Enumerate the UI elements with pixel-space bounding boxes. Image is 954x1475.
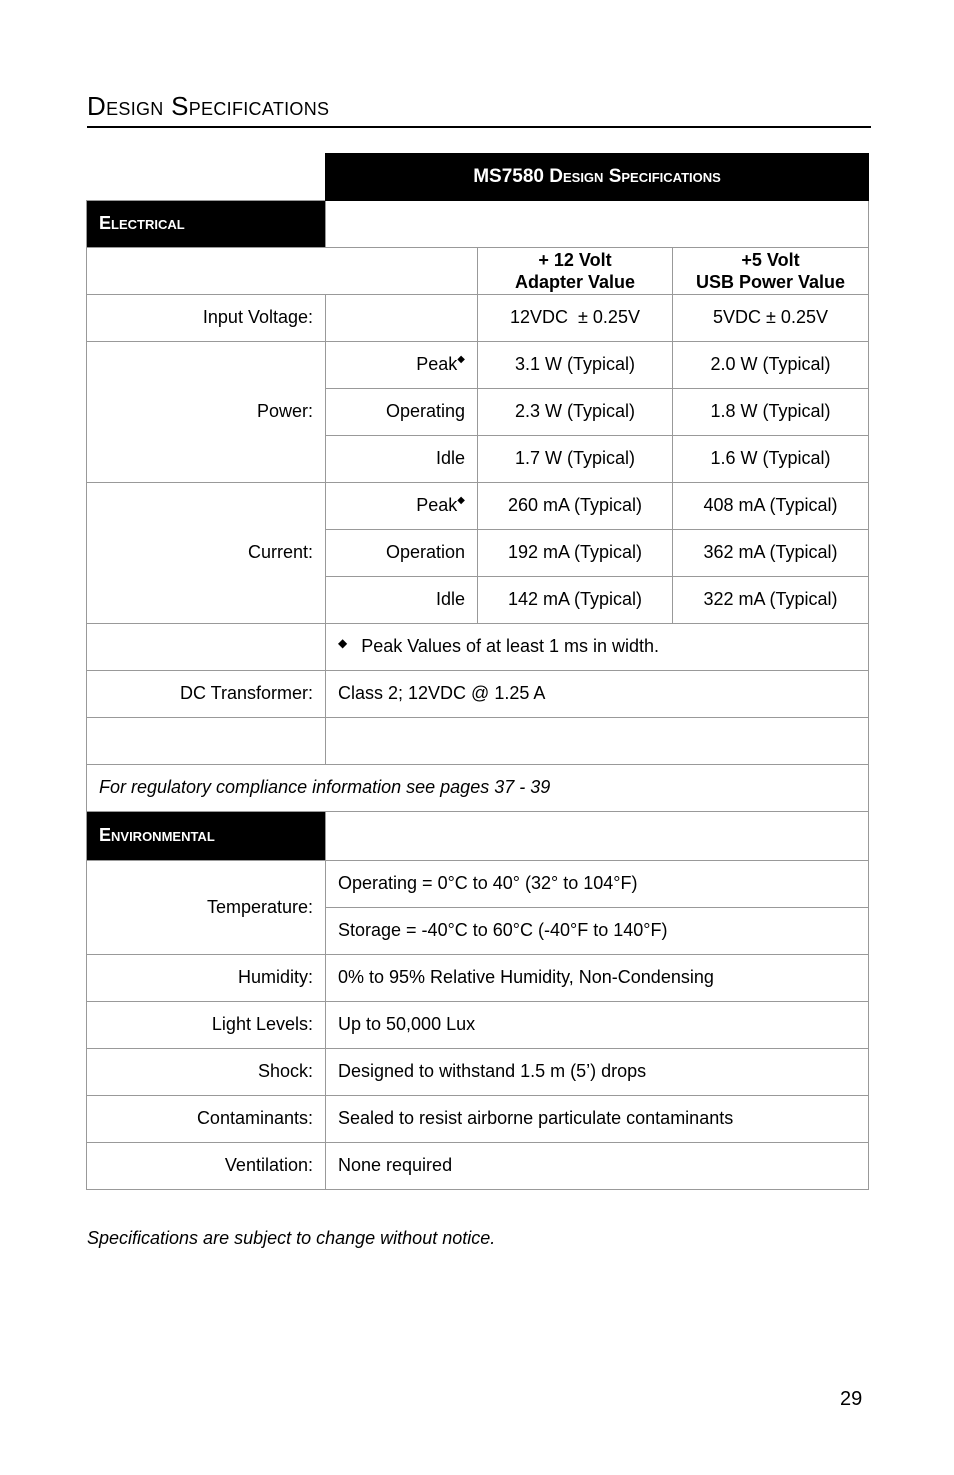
- column-header-12v-line1: + 12 Volt: [538, 249, 612, 270]
- table-row: [87, 1001, 869, 1048]
- dc-transformer-label: DC Transformer:: [87, 670, 326, 717]
- table-row: [87, 764, 869, 811]
- empty-cell: [326, 811, 869, 860]
- peak-note: [326, 623, 869, 670]
- table-row: [87, 1142, 869, 1189]
- current-operation-label: Operation: [326, 529, 478, 576]
- table-title: [326, 154, 869, 201]
- empty-cell: [87, 717, 326, 764]
- table-row: [87, 670, 869, 717]
- power-idle-label: Idle: [326, 435, 478, 482]
- temperature-storage: Storage = -40°C to 60°C (-40°F to 140°F): [326, 907, 869, 954]
- table-row: [87, 860, 869, 907]
- power-operating-12v: 2.3 W (Typical): [478, 388, 673, 435]
- diamond-marker: ◆: [457, 495, 465, 506]
- empty-cell: [326, 200, 869, 247]
- diamond-marker: ◆: [338, 636, 348, 650]
- current-peak-5v: 408 mA (Typical): [673, 482, 869, 529]
- table-row: [87, 954, 869, 1001]
- specifications-table: [86, 153, 869, 1190]
- humidity-value: 0% to 95% Relative Humidity, Non-Condensing: [326, 954, 869, 1001]
- ventilation-label: Ventilation:: [87, 1142, 326, 1189]
- table-row: [87, 717, 869, 764]
- power-operating-5v: 1.8 W (Typical): [673, 388, 869, 435]
- current-label: Current:: [87, 482, 326, 623]
- power-peak-5v: 2.0 W (Typical): [673, 341, 869, 388]
- input-voltage-12v: 12VDC ± 0.25V: [478, 294, 673, 341]
- table-row: [87, 1095, 869, 1142]
- diamond-marker: ◆: [457, 354, 465, 365]
- table-row: [87, 1048, 869, 1095]
- column-header-5v: [673, 247, 869, 294]
- column-header-5v-line1: +5 Volt: [741, 249, 800, 270]
- environmental-section-heading: Environmental: [87, 811, 326, 860]
- table-title-model: MS7580: [473, 165, 544, 187]
- current-idle-12v: 142 mA (Typical): [478, 576, 673, 623]
- input-voltage-5v: 5VDC ± 0.25V: [673, 294, 869, 341]
- current-operation-5v: 362 mA (Typical): [673, 529, 869, 576]
- column-header-5v-line2: USB Power Value: [695, 271, 846, 292]
- power-idle-12v: 1.7 W (Typical): [478, 435, 673, 482]
- electrical-section-heading: Electrical: [87, 200, 326, 247]
- dc-transformer-value: Class 2; 12VDC @ 1.25 A: [326, 670, 869, 717]
- contaminants-label: Contaminants:: [87, 1095, 326, 1142]
- page-number: 29: [840, 1388, 863, 1410]
- empty-cell: [326, 717, 869, 764]
- footer-note: Specifications are subject to change without notice.: [87, 1228, 496, 1248]
- ventilation-value: None required: [326, 1142, 869, 1189]
- current-peak-label: Peak◆: [326, 482, 478, 529]
- humidity-label: Humidity:: [87, 954, 326, 1001]
- table-title-text: Design Specifications: [549, 165, 721, 187]
- power-peak-label: Peak◆: [326, 341, 478, 388]
- current-idle-5v: 322 mA (Typical): [673, 576, 869, 623]
- regulatory-note: For regulatory compliance information see pages 37 - 39: [87, 764, 869, 811]
- table-row: [87, 482, 869, 529]
- table-row: [87, 623, 869, 670]
- power-peak-12v: 3.1 W (Typical): [478, 341, 673, 388]
- table-row: [87, 294, 869, 341]
- power-label: Power:: [87, 341, 326, 482]
- shock-label: Shock:: [87, 1048, 326, 1095]
- light-levels-value: Up to 50,000 Lux: [326, 1001, 869, 1048]
- column-header-12v: [478, 247, 673, 294]
- current-peak-12v: 260 mA (Typical): [478, 482, 673, 529]
- light-levels-label: Light Levels:: [87, 1001, 326, 1048]
- peak-note-text: Peak Values of at least 1 ms in width.: [361, 636, 660, 656]
- empty-cell: [87, 247, 478, 294]
- empty-cell: [326, 294, 478, 341]
- temperature-operating: Operating = 0°C to 40° (32° to 104°F): [326, 860, 869, 907]
- current-idle-label: Idle: [326, 576, 478, 623]
- empty-cell: [87, 623, 326, 670]
- column-header-12v-line2: Adapter Value: [514, 271, 636, 292]
- power-idle-5v: 1.6 W (Typical): [673, 435, 869, 482]
- table-row: [87, 341, 869, 388]
- power-operating-label: Operating: [326, 388, 478, 435]
- empty-corner-cell: [87, 154, 326, 201]
- page-title: Design Specifications: [87, 90, 871, 128]
- temperature-label: Temperature:: [87, 860, 326, 954]
- contaminants-value: Sealed to resist airborne particulate contaminants: [326, 1095, 869, 1142]
- current-operation-12v: 192 mA (Typical): [478, 529, 673, 576]
- input-voltage-label: Input Voltage:: [87, 294, 326, 341]
- shock-value: Designed to withstand 1.5 m (5’) drops: [326, 1048, 869, 1095]
